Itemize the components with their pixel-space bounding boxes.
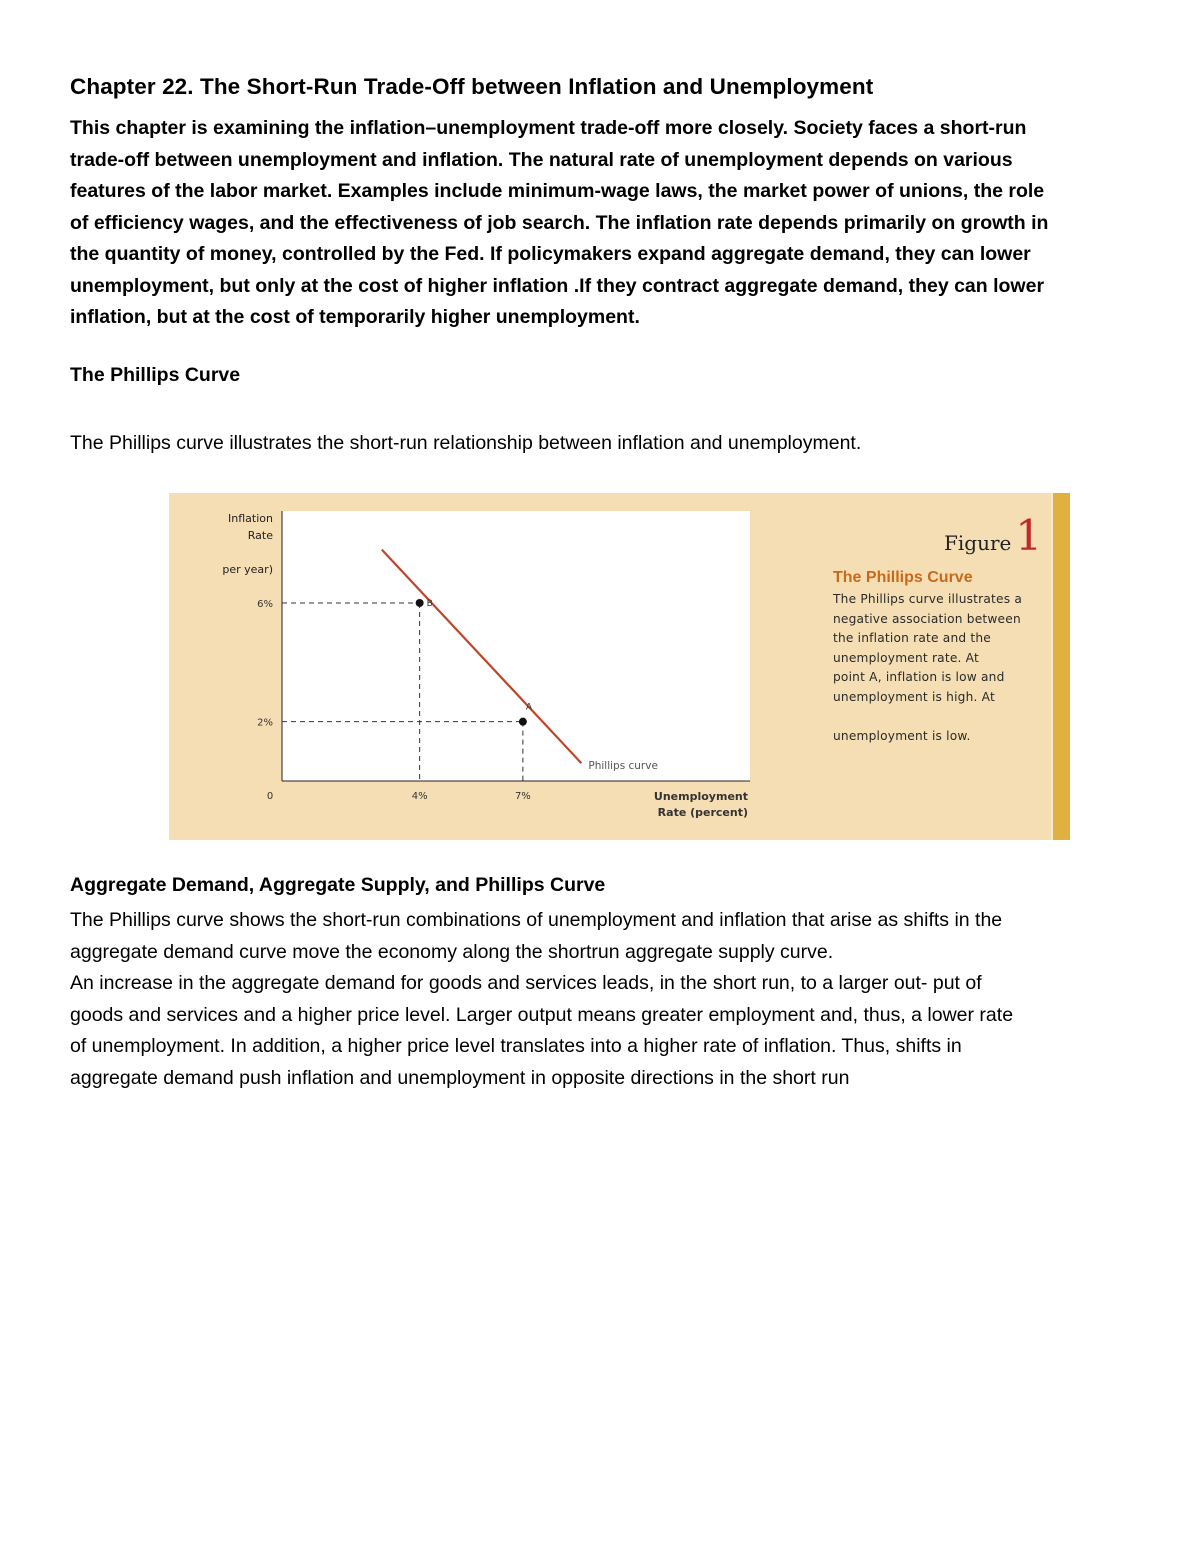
y-tick-label: 6%	[257, 598, 273, 610]
y-axis-label: per year)	[222, 563, 273, 576]
y-axis-label: Rate	[247, 529, 273, 542]
body-line: The Phillips curve shows the short-run combinations of unemployment and inflation that arise as shifts in the	[70, 909, 1003, 931]
figure-side-stripe	[1053, 493, 1070, 840]
intro-line: This chapter is examining the inflation–unemployment trade-off more closely. Society faces a short-run	[70, 117, 1027, 139]
body-line: An increase in the aggregate demand for goods and services leads, in the short run, to a larger out- put of	[70, 972, 982, 994]
figure-caption-body	[833, 590, 1048, 746]
intro-line: trade-off between unemployment and inflation. The natural rate of unemployment depends on various	[70, 148, 1013, 171]
figure-label-number: 1	[1015, 511, 1043, 560]
body-line: goods and services and a higher price level. Larger output means greater employment and, thus, a lower rate	[70, 1003, 1014, 1026]
figure-label	[944, 511, 1043, 560]
caption-line: the inflation rate and the	[833, 631, 991, 645]
intro-paragraph	[70, 113, 1120, 334]
section-heading-phillips-curve: The Phillips Curve	[70, 364, 241, 386]
intro-line: inflation, but at the cost of temporarily higher unemployment.	[70, 306, 640, 328]
point-a	[519, 718, 527, 726]
x-tick-label: 4%	[411, 791, 428, 802]
caption-line: unemployment is high. At	[833, 689, 995, 704]
point-b	[416, 599, 424, 607]
caption-line	[833, 707, 1048, 727]
caption-line: The Phillips curve illustrates a	[833, 592, 1022, 606]
intro-line: features of the labor market. Examples include minimum-wage laws, the market power of unions, the role	[70, 180, 1045, 202]
section-lead-paragraph: The Phillips curve illustrates the short-run relationship between inflation and unemployment.	[70, 432, 862, 454]
phillips-curve-figure	[169, 493, 1070, 840]
x-tick-label: 7%	[514, 791, 531, 802]
y-tick-label: 2%	[257, 717, 273, 729]
section-heading-ad-as-phillips: Aggregate Demand, Aggregate Supply, and Phillips Curve	[70, 874, 606, 896]
caption-line: unemployment rate. At	[833, 650, 979, 665]
x-axis-label: Rate (percent)	[657, 806, 748, 819]
body-line: of unemployment. In addition, a higher price level translates into a higher rate of inflation. Thus, shifts in	[70, 1035, 962, 1057]
caption-line: unemployment is low.	[833, 728, 971, 743]
intro-line: of efficiency wages, and the effectiveness of job search. The inflation rate depends primarily on growth in	[70, 211, 1049, 234]
intro-line: the quantity of money, controlled by the Fed. If policymakers expand aggregate demand, they can lower	[70, 243, 1031, 265]
point-label-a: A	[525, 702, 533, 713]
plot-area	[282, 511, 750, 781]
figure-caption-title: The Phillips Curve	[833, 569, 973, 586]
body-line: aggregate demand push inflation and unemployment in opposite directions in the short run	[70, 1066, 850, 1089]
x-axis-label: Unemployment	[653, 790, 748, 803]
point-label-b: B	[426, 598, 433, 609]
figure-label-word: Figure	[944, 531, 1012, 555]
y-axis-label: Inflation	[228, 512, 273, 525]
body-line: aggregate demand curve move the economy along the shortrun aggregate supply curve.	[70, 940, 834, 963]
caption-line: negative association between	[833, 611, 1021, 626]
intro-line: unemployment, but only at the cost of higher inflation .If they contract aggregate demand, they can lower	[70, 274, 1045, 297]
caption-line: point A, inflation is low and	[833, 670, 1005, 684]
section-body-paragraph	[70, 905, 1120, 1094]
x-tick-label: 0	[266, 791, 274, 802]
series-label-phillips-curve: Phillips curve	[588, 760, 658, 773]
chapter-title: Chapter 22. The Short-Run Trade-Off between Inflation and Unemployment	[70, 74, 874, 99]
